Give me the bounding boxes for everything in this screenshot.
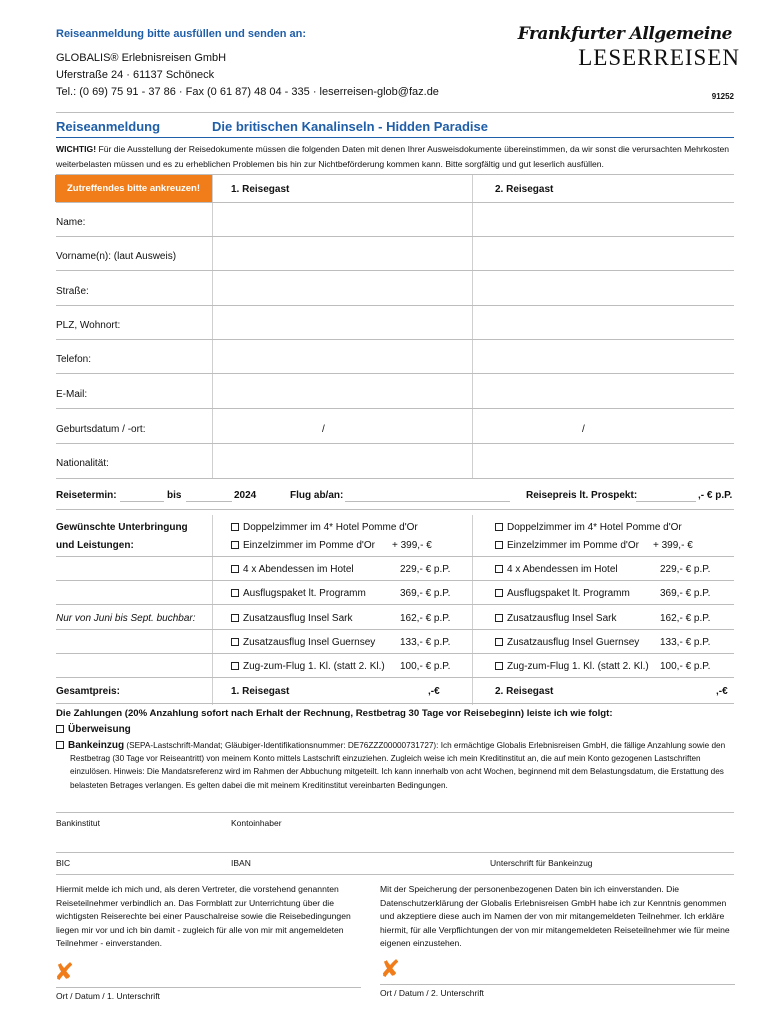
kontoinhaber-label: Kontoinhaber — [231, 818, 282, 828]
season-note: Nur von Juni bis Sept. buchbar: — [56, 613, 196, 624]
column-divider — [212, 175, 213, 479]
option-sark-2[interactable]: Zusatzausflug Insel Sark — [495, 613, 617, 624]
warning-text — [56, 142, 736, 172]
label-name: Name: — [56, 217, 86, 228]
total-suffix-2: ,-€ — [716, 686, 728, 697]
total-suffix-1: ,-€ — [428, 686, 440, 697]
date-end-field[interactable] — [186, 501, 232, 502]
sign-x-2-icon: ✘ — [380, 956, 401, 983]
option-ueberweisung[interactable]: Überweisung — [56, 724, 131, 735]
form-code: 91252 — [711, 92, 734, 101]
option-einzelzimmer-2[interactable]: Einzelzimmer im Pomme d'Or — [495, 540, 639, 551]
checkbox[interactable] — [231, 523, 239, 531]
year-label: 2024 — [234, 490, 257, 501]
col-guest-2: 2. Reisegast — [495, 184, 554, 195]
checkbox[interactable] — [495, 662, 503, 670]
label-telefon: Telefon: — [56, 354, 92, 365]
option-guernsey-2[interactable]: Zusatzausflug Insel Guernsey — [495, 637, 639, 648]
checkbox[interactable] — [231, 589, 239, 597]
price-guernsey-1: 133,- € p.P. — [400, 637, 451, 648]
price-zugzumflug-2: 100,- € p.P. — [660, 661, 711, 672]
checkbox[interactable] — [495, 541, 503, 549]
option-ausflugspaket-1[interactable]: Ausflugspaket lt. Programm — [231, 588, 366, 599]
checkbox[interactable] — [231, 662, 239, 670]
checkbox[interactable] — [231, 614, 239, 622]
checkbox[interactable] — [495, 638, 503, 646]
label-email: E-Mail: — [56, 389, 88, 400]
checkbox[interactable] — [56, 741, 64, 749]
bank-signature-label: Unterschrift für Bankeinzug — [490, 858, 593, 868]
price-ausflugspaket-2: 369,- € p.P. — [660, 588, 711, 599]
option-bankeinzug[interactable] — [56, 739, 740, 792]
label-geburt: Geburtsdatum / -ort: — [56, 424, 146, 435]
slash-2: / — [582, 424, 585, 435]
company-contact: Tel.: (0 69) 75 91 - 37 86 · Fax (0 61 87) 48 04 - 335 · leserreisen-glob@faz.de — [56, 86, 439, 98]
price-sark-2: 162,- € p.P. — [660, 613, 711, 624]
leistungen-label: und Leistungen: — [56, 540, 134, 551]
divider — [56, 604, 734, 605]
bic-label: BIC — [56, 858, 71, 868]
section-title: Reiseanmeldung — [56, 119, 161, 134]
price-abendessen-2: 229,- € p.P. — [660, 564, 711, 575]
divider — [56, 852, 734, 853]
option-einzelzimmer-1[interactable]: Einzelzimmer im Pomme d'Or — [231, 540, 375, 551]
label-strasse: Straße: — [56, 286, 89, 297]
company-name: GLOBALIS® Erlebnisreisen GmbH — [56, 52, 227, 64]
consent-left: Hiermit melde ich mich und, als deren Vertreter, die vorstehend genannten Reiseteilnehmer verbindlich an. Das Formblatt zur Unterrichtung über die wichtigsten Reiserechte bei einer Pauschalreise sowie die Reisebedingungen liegen mir vor und ich bin damit - zugleich für alle von mir mit angemeldeten Teilnehmer - einverstanden. — [56, 884, 351, 948]
signature-1-label: Ort / Datum / 1. Unterschrift — [56, 991, 160, 1001]
option-doppelzimmer-1[interactable]: Doppelzimmer im 4* Hotel Pomme d'Or — [231, 522, 418, 533]
logo-faz: Frankfurter Allgemeine — [517, 24, 732, 44]
divider-blue — [56, 137, 734, 138]
bankinstitut-label: Bankinstitut — [56, 818, 100, 828]
label-nationalitaet: Nationalität: — [56, 458, 109, 469]
price-ausflugspaket-1: 369,- € p.P. — [400, 588, 451, 599]
warning-label: WICHTIG! — [56, 144, 97, 154]
checkbox[interactable] — [56, 725, 64, 733]
divider — [56, 580, 734, 581]
checkbox[interactable] — [495, 589, 503, 597]
bis-label: bis — [167, 490, 182, 501]
iban-label: IBAN — [231, 858, 251, 868]
checkbox[interactable] — [495, 523, 503, 531]
signature-2-label: Ort / Datum / 2. Unterschrift — [380, 988, 484, 998]
reisetermin-label: Reisetermin: — [56, 490, 117, 501]
unterbringung-label: Gewünschte Unterbringung — [56, 522, 188, 533]
price-suffix: ,- € p.P. — [698, 490, 733, 501]
signature-line-2[interactable] — [380, 984, 735, 985]
option-abendessen-2[interactable]: 4 x Abendessen im Hotel — [495, 564, 618, 575]
price-sark-1: 162,- € p.P. — [400, 613, 451, 624]
label-plz: PLZ, Wohnort: — [56, 320, 121, 331]
checkbox[interactable] — [231, 565, 239, 573]
divider — [56, 305, 734, 306]
date-start-field[interactable] — [120, 501, 164, 502]
divider — [56, 236, 734, 237]
reisepreis-label: Reisepreis lt. Prospekt: — [526, 490, 638, 501]
warning-body: Für die Ausstellung der Reisedokumente müssen die folgenden Daten mit denen Ihrer Ausweisdokumente übereinstimmen, da wir sonst die verursachten Mehrkosten weiterbelasten müssen und es zu erheblichen Problemen bis hin zur Nichtbeförderung kommen kann. Bitte sorgfältig und gut leserlich ausfüllen. — [56, 144, 730, 169]
gesamtpreis-label: Gesamtpreis: — [56, 686, 120, 697]
divider — [56, 270, 734, 271]
divider — [56, 408, 734, 409]
signature-line-1[interactable] — [56, 987, 361, 988]
col-guest-1: 1. Reisegast — [231, 184, 290, 195]
divider — [56, 373, 734, 374]
option-zugzumflug-2[interactable]: Zug-zum-Flug 1. Kl. (statt 2. Kl.) — [495, 661, 649, 672]
price-abendessen-1: 229,- € p.P. — [400, 564, 451, 575]
logo-leserreisen: LESERREISEN — [578, 45, 740, 70]
price-guernsey-2: 133,- € p.P. — [660, 637, 711, 648]
divider — [56, 653, 734, 654]
option-doppelzimmer-2[interactable]: Doppelzimmer im 4* Hotel Pomme d'Or — [495, 522, 682, 533]
option-guernsey-1[interactable]: Zusatzausflug Insel Guernsey — [231, 637, 375, 648]
slash-1: / — [322, 424, 325, 435]
divider — [56, 556, 212, 557]
price-field[interactable] — [636, 501, 696, 502]
company-address: Uferstraße 24 · 61137 Schöneck — [56, 69, 215, 81]
hint-badge: Zutreffendes bitte ankreuzen! — [55, 175, 212, 202]
option-abendessen-1[interactable]: 4 x Abendessen im Hotel — [231, 564, 354, 575]
flight-field[interactable] — [345, 501, 510, 502]
divider — [56, 478, 734, 479]
column-divider — [472, 175, 473, 479]
divider — [56, 443, 734, 444]
checkbox[interactable] — [231, 541, 239, 549]
divider — [56, 874, 734, 875]
divider — [56, 202, 734, 203]
flug-label: Flug ab/an: — [290, 490, 344, 501]
price-einzelzimmer-2: + 399,- € — [653, 540, 693, 551]
label-vorname: Vorname(n): (laut Ausweis) — [56, 251, 177, 262]
divider — [56, 677, 734, 678]
divider — [56, 703, 734, 704]
bankeinzug-text: (SEPA-Lastschrift-Mandat; Gläubiger-Identifikationsnummer: DE76ZZZ00000731727): Ich ermächtige Globalis Erlebnisreisen GmbH, die fällige Anzahlung sowie den Restbetrag (30 Tage vor Reiseantritt) von meinem Konto mittels Lastschrift einzuziehen. Zugleich weise ich mein Kreditinstitut an, die auf mein Konto gezogenen Lastschriften einzulösen. Hinweis: Die Mandatsreferenz wird im Rahmen der Abbuchung mitgeteilt. Ich kann innerhalb von acht Wochen, beginnend mit dem Belastungsdatum, die Erstattung des belasteten Betrages verlangen. Es gelten dabei die mit meinem Kreditinstitut vereinbarten Bedingungen. — [70, 741, 726, 790]
divider — [56, 509, 734, 510]
checkbox[interactable] — [495, 614, 503, 622]
trip-title: Die britischen Kanalinseln - Hidden Paradise — [212, 119, 488, 134]
consent-right: Mit der Speicherung der personenbezogenen Daten bin ich einverstanden. Die Datenschutzerklärung der Globalis Erlebnisreisen GmbH habe ich zur Kenntnis genommen und akzeptiere diese auch im Namen der von mir mitangemeldeten Teilnehmer. Ich erkläre hiermit, für alle Verpflichtungen der von mir mitangemeldeten Reiseteilnehmer wie für meine eigenen einzustehen. — [380, 884, 730, 948]
price-einzelzimmer-1: + 399,- € — [392, 540, 432, 551]
divider — [56, 112, 734, 113]
divider — [56, 629, 734, 630]
checkbox[interactable] — [231, 638, 239, 646]
checkbox[interactable] — [495, 565, 503, 573]
price-zugzumflug-1: 100,- € p.P. — [400, 661, 451, 672]
divider — [56, 812, 734, 813]
option-ausflugspaket-2[interactable]: Ausflugspaket lt. Programm — [495, 588, 630, 599]
bankeinzug-label: Bankeinzug — [68, 740, 125, 751]
divider — [212, 556, 734, 557]
sign-x-1-icon: ✘ — [54, 959, 75, 986]
payment-intro: Die Zahlungen (20% Anzahlung sofort nach Erhalt der Rechnung, Restbetrag 30 Tage vor Reisebeginn) leiste ich wie folgt: — [56, 708, 613, 719]
header-title: Reiseanmeldung bitte ausfüllen und senden an: — [56, 28, 306, 40]
option-sark-1[interactable]: Zusatzausflug Insel Sark — [231, 613, 353, 624]
option-zugzumflug-1[interactable]: Zug-zum-Flug 1. Kl. (statt 2. Kl.) — [231, 661, 385, 672]
total-guest-2: 2. Reisegast — [495, 686, 554, 697]
total-guest-1: 1. Reisegast — [231, 686, 290, 697]
divider — [56, 339, 734, 340]
